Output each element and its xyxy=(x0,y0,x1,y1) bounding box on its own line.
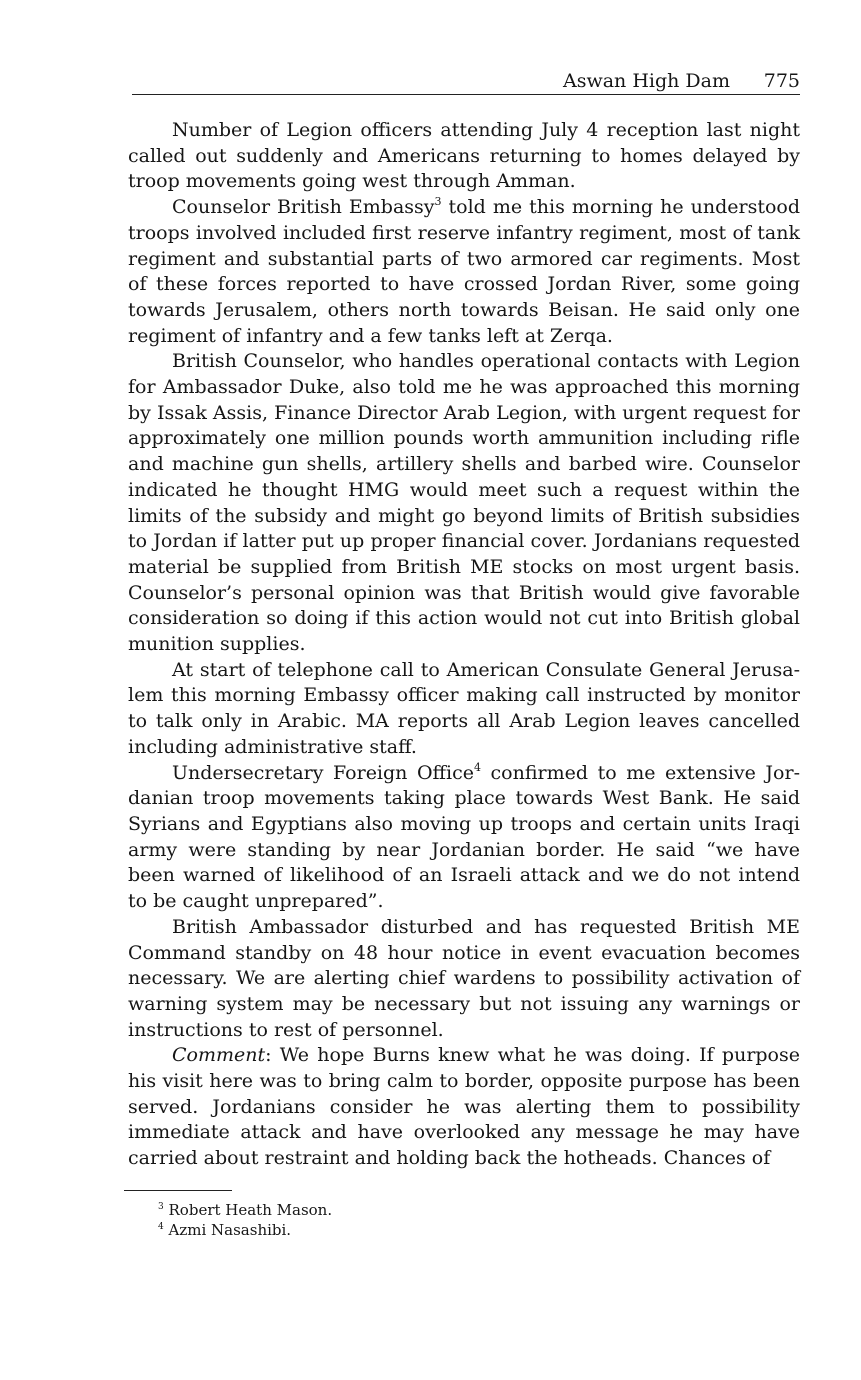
footnotes xyxy=(158,1200,332,1240)
paragraph-text: Number of Legion officers attending July 4 reception last night called out suddenly and Americans returning to homes delayed by troop movements going west through Amman. xyxy=(128,119,800,193)
paragraph xyxy=(128,658,800,761)
footnote-text: Robert Heath Mason. xyxy=(168,1201,333,1219)
paragraph xyxy=(128,195,800,349)
footnote-divider xyxy=(124,1190,232,1191)
footnote xyxy=(158,1200,332,1220)
paragraph-text: British Counselor, who handles operational contacts with Legion for Ambassador Duke, also told me he was approached this morning by Issak Assis, Finance Director Arab Legion, with urgent request for approximately one million pounds worth ammunition including rifle and machine gun shells, artillery shells and barbed wire. Counselor indicated he thought HMG would meet such a request within the limits of the subsidy and might go beyond limits of British subsidies to Jordan if latter put up proper financial cover. Jordanians requested material be supplied from British ME stocks on most urgent basis. Counselor’s personal opinion was that British would give favorable consideration so doing if this action would not cut into British global munition supplies. xyxy=(128,350,800,656)
running-header xyxy=(132,68,800,95)
footnote-marker: 3 xyxy=(158,1202,164,1212)
footnote-ref: 3 xyxy=(434,195,442,209)
paragraph xyxy=(128,1043,800,1172)
document-body xyxy=(128,118,800,1172)
running-title: Aswan High Dam xyxy=(562,70,730,92)
paragraph-text: told me this morning he understood troops involved included first reserve infantry regiment, most of tank regiment and substantial parts of two armored car regiments. Most of these forces reported to have crossed Jordan River, some going towards Jerusalem, others north towards Beisan. He said only one regiment of infantry and a few tanks left at Zerqa. xyxy=(128,196,800,347)
page-number: 775 xyxy=(763,70,800,92)
footnote-text: Azmi Nasashibi. xyxy=(168,1221,292,1239)
footnote-ref: 4 xyxy=(474,760,481,774)
paragraph-text: Undersecretary Foreign Office xyxy=(172,761,474,784)
paragraph xyxy=(128,915,800,1044)
footnote xyxy=(158,1220,332,1240)
paragraph-text: At start of telephone call to American Consulate General Jerusalem this morning Embassy officer making call instructed by monitor to talk only in Arabic. MA reports all Arab Legion leaves cancelled including administrative staff. xyxy=(128,658,800,758)
footnote-marker: 4 xyxy=(158,1222,164,1232)
paragraph xyxy=(128,349,800,657)
paragraph-text: British Ambassador disturbed and has requested British ME Command standby on 48 hour notice in event evacuation becomes necessary. We are alerting chief wardens to possibility activation of warning system may be necessary but not issuing any warnings or instructions to rest of personnel. xyxy=(128,915,800,1041)
paragraph-text: : We hope Burns knew what he was doing. If purpose his visit here was to bring calm to border, opposite purpose has been served. Jordanians consider he was alerting them to possibility immediate attack and have overlooked any message he may have carried about restraint and holding back the hotheads. Chances of xyxy=(128,1044,800,1170)
paragraph-text: Counselor British Embassy xyxy=(172,196,435,219)
paragraph-text: confirmed to me extensive Jordanian troop movements taking place towards West Bank. He said Syrians and Egyptians also moving up troops and certain units Iraqi army were standing by near Jordanian border. He said “we have been warned of likelihood of an Israeli attack and we do not intend to be caught unprepared”. xyxy=(128,761,800,913)
comment-label: Comment xyxy=(172,1044,266,1067)
paragraph xyxy=(128,761,800,915)
paragraph xyxy=(128,118,800,195)
